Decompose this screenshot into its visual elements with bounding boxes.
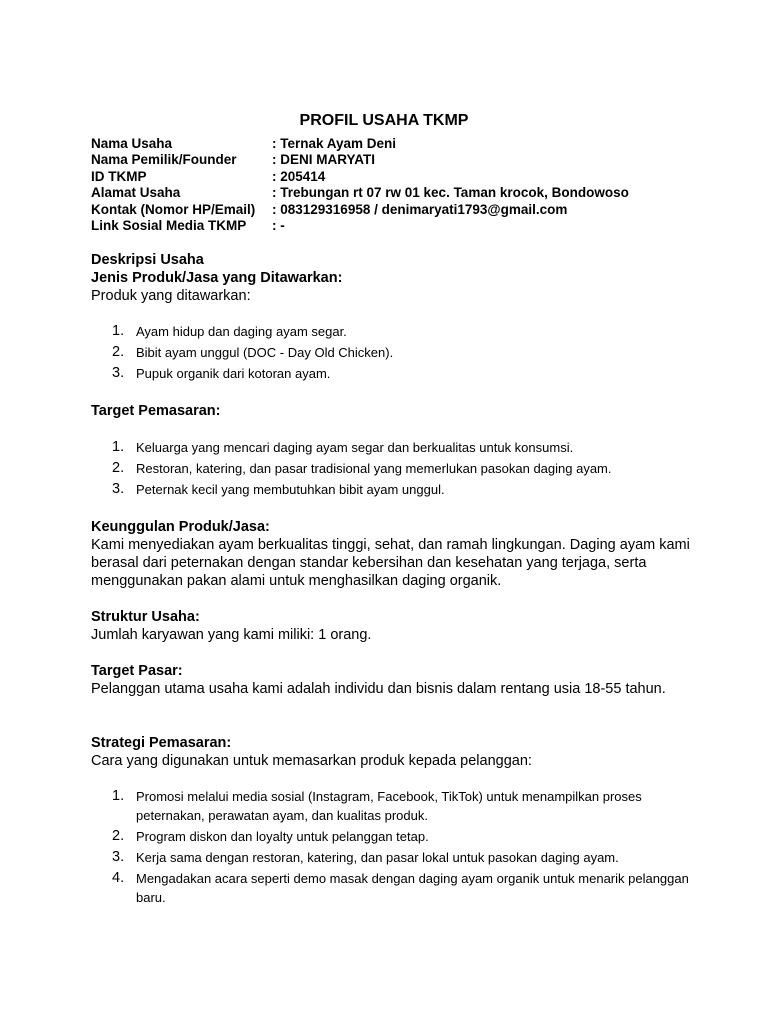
info-row-id-tkmp [91,169,629,185]
list-text: Restoran, katering, dan pasar tradisional yang memerlukan pasokan daging ayam. [136,461,612,476]
product-list [91,322,691,385]
list-text: Bibit ayam unggul (DOC - Day Old Chicken). [136,345,394,360]
business-info-table [91,136,629,234]
list-text: Mengadakan acara seperti demo masak dengan daging ayam organik untuk menarik pelanggan baru. [136,871,689,905]
section-paragraph: Pelanggan utama usaha kami adalah individu dan bisnis dalam rentang usia 18-55 tahun. [91,681,666,697]
list-item [91,480,691,499]
target-pemasaran-list [91,438,691,501]
section-paragraph: Jumlah karyawan yang kami miliki: 1 orang. [91,627,372,643]
list-text: Promosi melalui media sosial (Instagram, Facebook, TikTok) untuk menampilkan proses peternakan, perawatan ayam, dan kualitas produk. [136,789,642,823]
section-subheading: Jenis Produk/Jasa yang Ditawarkan: [91,270,343,286]
list-number: 3. [112,365,125,381]
info-row-nama-pemilik [91,152,629,168]
deskripsi-section [91,251,691,305]
section-heading: Keunggulan Produk/Jasa: [91,519,270,535]
list-text: Pupuk organik dari kotoran ayam. [136,366,331,381]
document-title: PROFIL USAHA TKMP [299,112,469,129]
info-label: Link Sosial Media TKMP [91,218,247,234]
info-label: Nama Usaha [91,136,173,151]
list-item [91,364,691,383]
list-text: Kerja sama dengan restoran, katering, dan pasar lokal untuk pasokan daging ayam. [136,850,619,865]
target-pemasaran-section [91,402,691,420]
list-text: Peternak kecil yang membutuhkan bibit ayam unggul. [136,482,445,497]
section-heading: Struktur Usaha: [91,609,200,625]
info-value: : Ternak Ayam Deni [272,136,397,151]
list-text: Ayam hidup dan daging ayam segar. [136,324,347,339]
info-value: : - [272,218,285,234]
list-item [91,869,691,907]
list-number: 3. [112,481,125,497]
info-row-kontak [91,202,629,218]
section-paragraph: Kami menyediakan ayam berkualitas tinggi, sehat, dan ramah lingkungan. Daging ayam kami berasal dari peternakan dengan standar kebersihan dan kesehatan yang terjaga, serta menggunakan pakan alami untuk menghasilkan daging organik. [91,537,690,589]
section-intro: Produk yang ditawarkan: [91,288,251,304]
strategi-list [91,787,691,909]
list-number: 1. [112,323,125,339]
list-item [91,848,691,867]
list-text: Keluarga yang mencari daging ayam segar dan berkualitas untuk konsumsi. [136,440,574,455]
list-number: 4. [112,870,125,886]
info-label: Kontak (Nomor HP/Email) [91,201,256,217]
info-label: ID TKMP [91,168,147,184]
info-label: Nama Pemilik/Founder [91,152,237,168]
list-number: 1. [112,439,125,455]
list-item [91,787,691,825]
list-text: Program diskon dan loyalty untuk pelanggan tetap. [136,829,429,844]
section-intro: Cara yang digunakan untuk memasarkan produk kepada pelanggan: [91,753,532,769]
target-pasar-section [91,662,691,698]
struktur-section [91,608,691,644]
info-value: : DENI MARYATI [272,152,376,168]
list-item [91,438,691,457]
list-item [91,827,691,846]
keunggulan-section [91,518,691,590]
section-heading: Strategi Pemasaran: [91,735,232,751]
list-item [91,343,691,362]
list-number: 2. [112,344,125,360]
info-row-alamat [91,185,629,201]
info-value: : 205414 [272,168,326,184]
list-item [91,322,691,341]
info-row-nama-usaha [91,136,629,152]
list-number: 1. [112,788,125,804]
list-number: 2. [112,828,125,844]
strategi-section [91,734,691,770]
info-value: : 083129316958 / denimaryati1793@gmail.com [272,201,568,217]
list-item [91,459,691,478]
list-number: 2. [112,460,125,476]
section-heading: Deskripsi Usaha [91,252,204,268]
list-number: 3. [112,849,125,865]
info-label: Alamat Usaha [91,185,181,201]
info-row-link-sosial-media [91,218,629,234]
section-heading: Target Pasar: [91,663,183,679]
info-value: : Trebungan rt 07 rw 01 kec. Taman krocok, Bondowoso [272,185,629,201]
section-heading: Target Pemasaran: [91,403,221,419]
